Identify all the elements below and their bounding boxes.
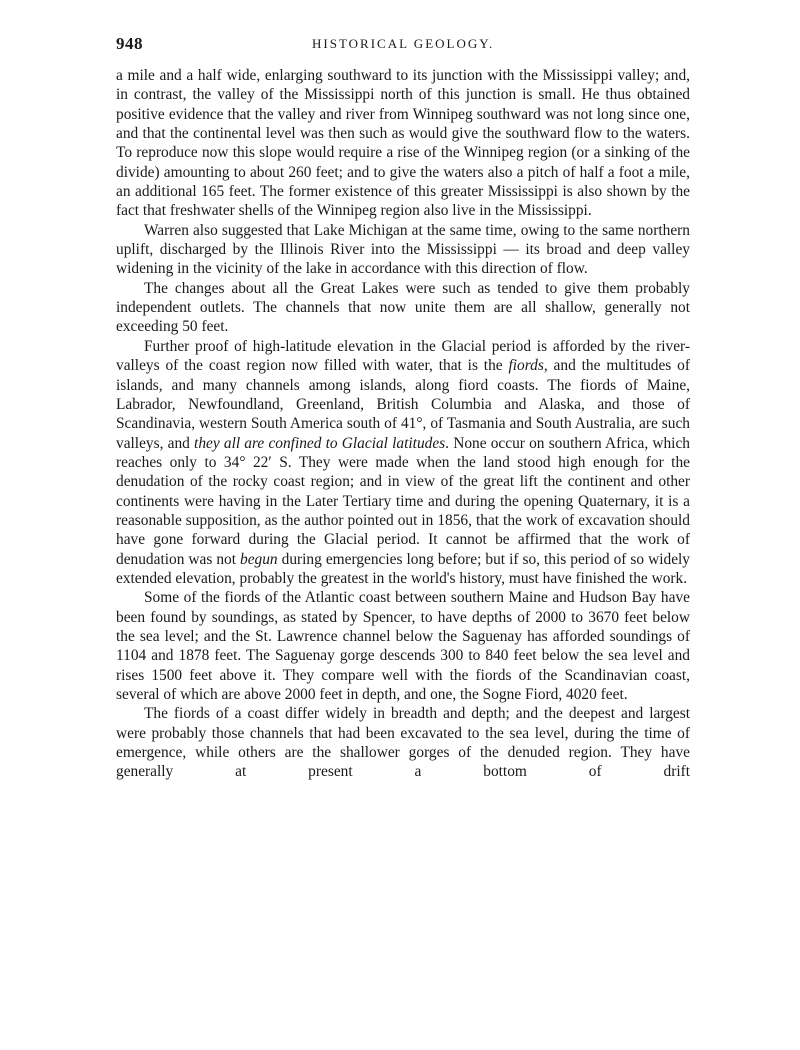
- paragraph-4-term-fiords: fiords: [508, 357, 544, 375]
- paragraph-2: [116, 221, 690, 279]
- paragraph-4-text-3: . None occur on southern Africa, which reaches only to 34° 22′ S. They were made when the land stood high enough for the denudation of the rocky coast region; and in view of the great lift the continent and other continents were having in the Later Tertiary time and during the opening Quaternary, it is a reasonable supposition, as the author pointed out in 1856, that the work of excavation should have gone forward during the Glacial period. It cannot be affirmed that the work of denudation was not: [116, 434, 690, 568]
- paragraph-4-text-4: during emergencies long before; but if so, this period of so widely extended elevation, probably the greatest in the world's history, must have finished the work.: [116, 550, 691, 587]
- paragraph-5-text: Some of the fiords of the Atlantic coast between southern Maine and Hudson Bay have been found by soundings, as stated by Spencer, to have depths of 2000 to 3670 feet below the sea level; and the St. Lawrence channel below the Saguenay has afforded soundings of 1104 and 1878 feet. The Saguenay gorge descends 300 to 840 feet below the sea level and rises 1500 feet above it. They compare well with the fiords of the Scandinavian coast, several of which are above 2000 feet in depth, and one, the Sogne Fiord, 4020 feet.: [116, 589, 690, 703]
- page-number: 948: [116, 34, 143, 53]
- paragraph-4-text-1: Further proof of high-latitude elevation in the Glacial period is afforded by the river-valleys of the coast region now filled with water, that is the: [116, 337, 690, 375]
- paragraph-4-emphasis-glacial: they all are confined to Glacial latitudes: [194, 434, 446, 452]
- paragraph-5: [116, 588, 690, 704]
- paragraph-3: [116, 279, 690, 337]
- paragraph-1-text: a mile and a half wide, enlarging southward to its junction with the Mississippi valley; and, in contrast, the valley of the Mississippi north of this junction is small. He thus obtained positive evidence that the valley and river from Winnipeg southward was not long since one, and that the continental level was then such as would give the southward flow to the waters. To reproduce now this slope would require a rise of the Winnipeg region (or a sinking of the divide) amounting to about 260 feet; and to give the waters also a pitch of half a foot a mile, an additional 165 feet. The former existence of this greater Mississippi is also shown by the fact that freshwater shells of the Winnipeg region also live in the Mississippi.: [116, 67, 690, 220]
- paragraph-4-text-2: , and the multitudes of islands, and many channels among islands, along fiord coasts. The fiords of Maine, Labrador, Newfoundland, Greenland, British Columbia and Alaska, and those of Scandinavia, western South America south of 41°, of Tasmania and South Australia, are such valleys, and: [116, 357, 690, 452]
- paragraph-2-text: Warren also suggested that Lake Michigan at the same time, owing to the same northern uplift, discharged by the Illinois River into the Mississippi — its broad and deep valley widening in the vicinity of the lake in accordance with this direction of flow.: [116, 221, 690, 278]
- paragraph-4: [116, 337, 690, 588]
- paragraph-3-text: The changes about all the Great Lakes were such as tended to give them probably independent outlets. The channels that now unite them are all shallow, generally not exceeding 50 feet.: [116, 279, 690, 336]
- running-head: [116, 34, 690, 56]
- body-text: [116, 66, 690, 782]
- paragraph-1: [116, 66, 690, 221]
- paragraph-4-emphasis-begun: begun: [240, 550, 278, 568]
- paragraph-6: [116, 704, 690, 781]
- paragraph-6-text: The fiords of a coast differ widely in breadth and depth; and the deepest and largest were probably those channels that had been excavated to the sea level, during the time of emergence, while others are the shallower gorges of the denuded region. They have generally at present a bottom of drift: [116, 705, 690, 781]
- book-page: [116, 34, 690, 782]
- running-title: HISTORICAL GEOLOGY.: [312, 36, 495, 51]
